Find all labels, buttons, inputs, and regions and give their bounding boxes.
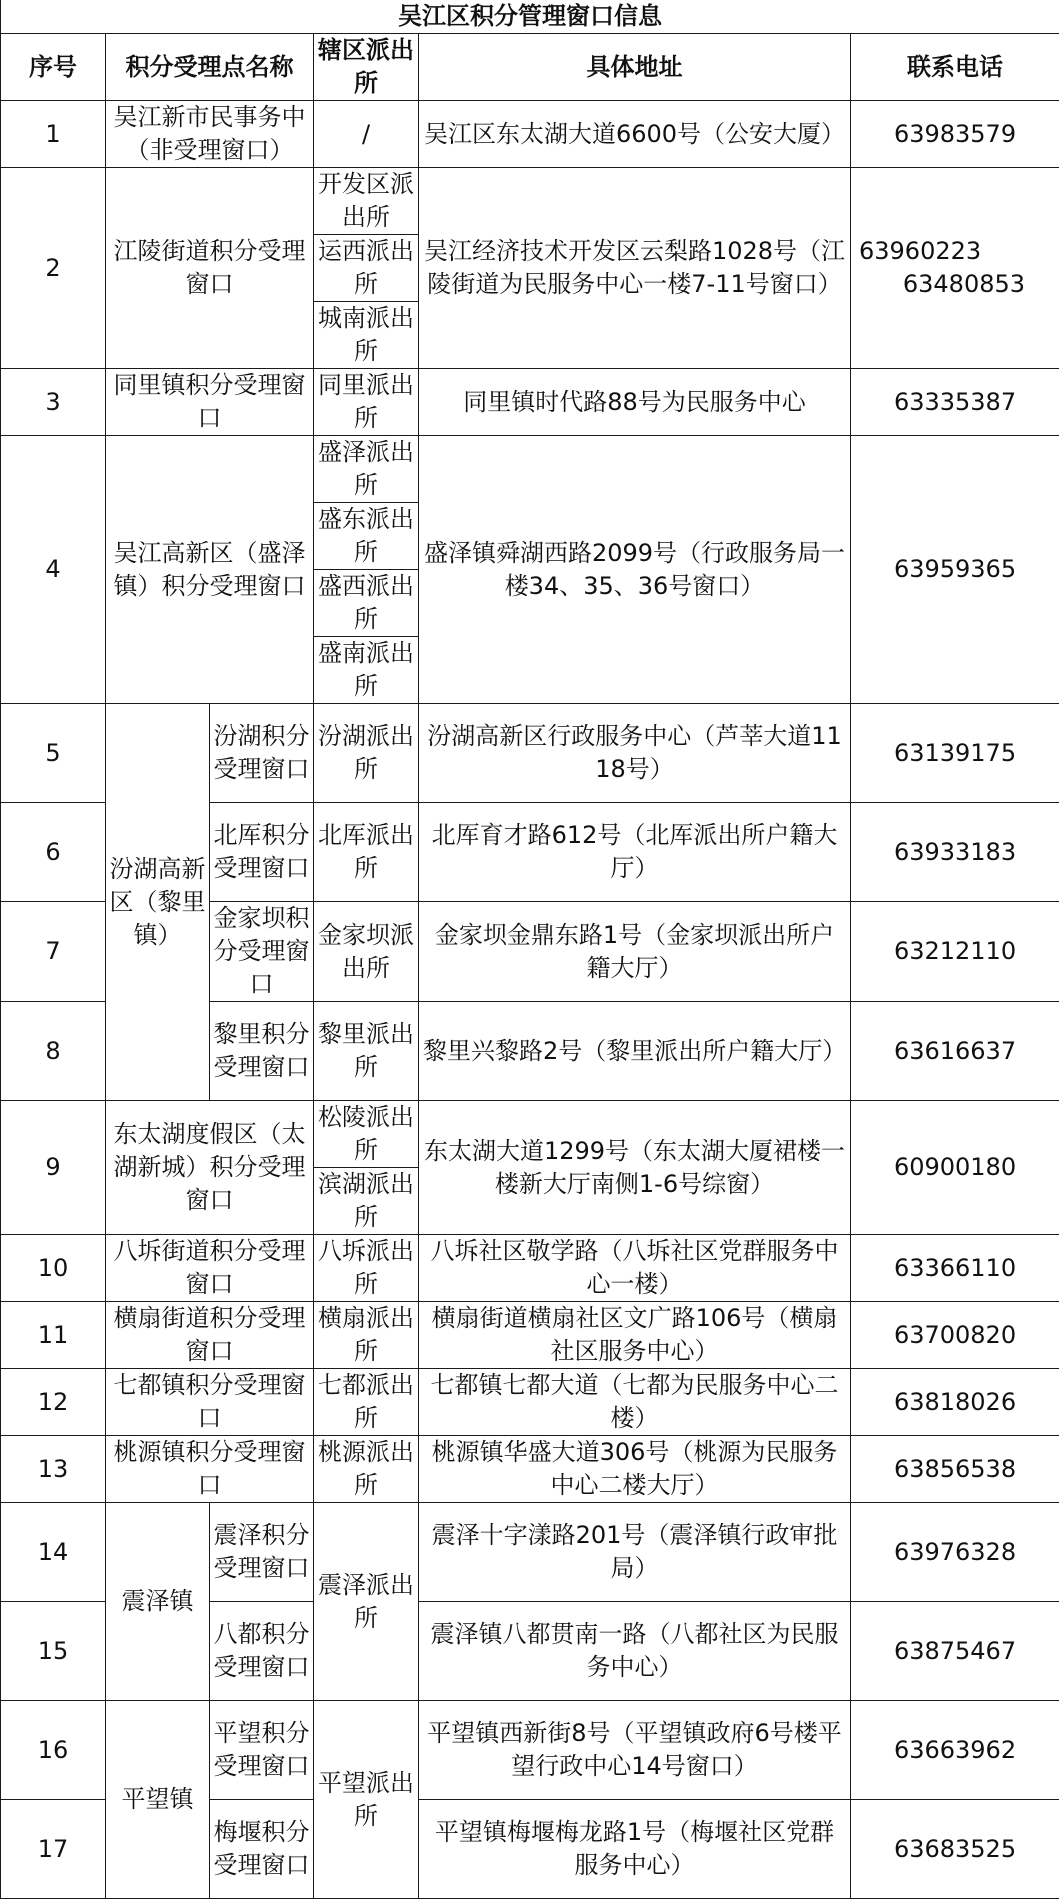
row-phone: 63983579: [851, 101, 1059, 168]
row-station: 横扇派出所: [314, 1302, 419, 1369]
row-name: 七都镇积分受理窗口: [106, 1369, 314, 1436]
row-station: 北厍派出所: [314, 803, 419, 902]
row-phone: 63366110: [851, 1235, 1059, 1302]
row-phone: 63616637: [851, 1002, 1059, 1101]
row-address: 东太湖大道1299号（东太湖大厦裙楼一楼新大厅南侧1-6号综窗）: [419, 1101, 851, 1235]
row-name: 八坼街道积分受理窗口: [106, 1235, 314, 1302]
table-row: [1, 1369, 1059, 1436]
row-index: 10: [1, 1235, 106, 1302]
row-index: 8: [1, 1002, 106, 1101]
row-address: 盛泽镇舜湖西路2099号（行政服务局一楼34、35、36号窗口）: [419, 436, 851, 704]
row-name: 梅堰积分受理窗口: [210, 1800, 314, 1899]
row-station: 汾湖派出所: [314, 704, 419, 803]
row-address: 八坼社区敬学路（八坼社区党群服务中心一楼）: [419, 1235, 851, 1302]
row-station: 八坼派出所: [314, 1235, 419, 1302]
row-address: 金家坝金鼎东路1号（金家坝派出所户籍大厅）: [419, 902, 851, 1002]
row-phone: 63933183: [851, 803, 1059, 902]
row-station: 黎里派出所: [314, 1002, 419, 1101]
row-index: 11: [1, 1302, 106, 1369]
row-address: 平望镇西新街8号（平望镇政府6号楼平望行政中心14号窗口）: [419, 1701, 851, 1800]
row-address: 七都镇七都大道（七都为民服务中心二楼）: [419, 1369, 851, 1436]
row-station: 桃源派出所: [314, 1436, 419, 1503]
row-index: 16: [1, 1701, 106, 1800]
row-address: 北厍育才路612号（北厍派出所户籍大厅）: [419, 803, 851, 902]
row-name: 黎里积分受理窗口: [210, 1002, 314, 1101]
row-address: 桃源镇华盛大道306号（桃源为民服务中心二楼大厅）: [419, 1436, 851, 1503]
row-phone: [851, 168, 1059, 369]
table-row: [1, 1503, 1059, 1602]
row-station: 运西派出所: [314, 235, 419, 302]
table-row: [1, 1235, 1059, 1302]
row-index: 1: [1, 101, 106, 168]
table-row: [1, 1302, 1059, 1369]
row-station: 滨湖派出所: [314, 1168, 419, 1235]
table-row: [1, 1701, 1059, 1800]
row-address: 吴江经济技术开发区云梨路1028号（江陵街道为民服务中心一楼7-11号窗口）: [419, 168, 851, 369]
row-phone: 63663962: [851, 1701, 1059, 1800]
row-phone: 63875467: [851, 1602, 1059, 1701]
row-phone: 63959365: [851, 436, 1059, 704]
row-address: 黎里兴黎路2号（黎里派出所户籍大厅）: [419, 1002, 851, 1101]
row-phone: 63139175: [851, 704, 1059, 803]
table-title: 吴江区积分管理窗口信息: [1, 0, 1059, 34]
row-name: 吴江新市民事务中（非受理窗口）: [106, 101, 314, 168]
row-name: 震泽积分受理窗口: [210, 1503, 314, 1602]
row-name: 桃源镇积分受理窗口: [106, 1436, 314, 1503]
row-index: 17: [1, 1800, 106, 1899]
row-phone: 63818026: [851, 1369, 1059, 1436]
table-row: [1, 101, 1059, 168]
row-index: 12: [1, 1369, 106, 1436]
row-address: 吴江区东太湖大道6600号（公安大厦）: [419, 101, 851, 168]
row-station: 震泽派出所: [314, 1503, 419, 1701]
row-name: 平望积分受理窗口: [210, 1701, 314, 1800]
header-address: 具体地址: [419, 34, 851, 101]
header-name: 积分受理点名称: [106, 34, 314, 101]
header-station: 辖区派出所: [314, 34, 419, 101]
table-row: [1, 1436, 1059, 1503]
row-station: 城南派出所: [314, 302, 419, 369]
row-phone: 63856538: [851, 1436, 1059, 1503]
row-station: 盛南派出所: [314, 637, 419, 704]
row-index: 13: [1, 1436, 106, 1503]
row-name: 八都积分受理窗口: [210, 1602, 314, 1701]
table-row: [1, 168, 1059, 235]
table-row: [1, 369, 1059, 436]
row-index: 3: [1, 369, 106, 436]
row-group: 汾湖高新区（黎里镇）: [106, 704, 210, 1101]
row-name: 吴江高新区（盛泽镇）积分受理窗口: [106, 436, 314, 704]
row-phone: 63700820: [851, 1302, 1059, 1369]
row-name: 汾湖积分受理窗口: [210, 704, 314, 803]
row-station: 松陵派出所: [314, 1101, 419, 1168]
row-name: 横扇街道积分受理窗口: [106, 1302, 314, 1369]
row-address: 平望镇梅堰梅龙路1号（梅堰社区党群服务中心）: [419, 1800, 851, 1899]
row-phone: 63212110: [851, 902, 1059, 1002]
row-station: 七都派出所: [314, 1369, 419, 1436]
row-index: 15: [1, 1602, 106, 1701]
header-phone: 联系电话: [851, 34, 1059, 101]
row-name: 东太湖度假区（太湖新城）积分受理窗口: [106, 1101, 314, 1235]
row-index: 6: [1, 803, 106, 902]
row-group: 平望镇: [106, 1701, 210, 1899]
row-address: 横扇街道横扇社区文广路106号（横扇社区服务中心）: [419, 1302, 851, 1369]
row-name: 江陵街道积分受理窗口: [106, 168, 314, 369]
row-index: 4: [1, 436, 106, 704]
row-station: 盛东派出所: [314, 503, 419, 570]
row-station: 平望派出所: [314, 1701, 419, 1899]
row-address: 同里镇时代路88号为民服务中心: [419, 369, 851, 436]
row-index: 9: [1, 1101, 106, 1235]
row-index: 5: [1, 704, 106, 803]
row-phone: 63976328: [851, 1503, 1059, 1602]
header-row: [1, 34, 1059, 101]
title-row: [1, 0, 1059, 34]
table-row: [1, 436, 1059, 503]
row-index: 7: [1, 902, 106, 1002]
row-phone-primary: 63960223: [853, 235, 1057, 268]
row-phone: 63335387: [851, 369, 1059, 436]
header-index: 序号: [1, 34, 106, 101]
row-station: 盛西派出所: [314, 570, 419, 637]
row-index: 2: [1, 168, 106, 369]
row-phone: 63683525: [851, 1800, 1059, 1899]
row-name: 同里镇积分受理窗口: [106, 369, 314, 436]
row-station: /: [314, 101, 419, 168]
row-station: 开发区派出所: [314, 168, 419, 235]
row-address: 震泽镇八都贯南一路（八都社区为民服务中心）: [419, 1602, 851, 1701]
row-station: 同里派出所: [314, 369, 419, 436]
row-address: 汾湖高新区行政服务中心（芦莘大道1118号）: [419, 704, 851, 803]
row-name: 北厍积分受理窗口: [210, 803, 314, 902]
row-index: 14: [1, 1503, 106, 1602]
row-phone: 60900180: [851, 1101, 1059, 1235]
row-station: 金家坝派出所: [314, 902, 419, 1002]
row-group: 震泽镇: [106, 1503, 210, 1701]
row-address: 震泽十字漾路201号（震泽镇行政审批局）: [419, 1503, 851, 1602]
row-station: 盛泽派出所: [314, 436, 419, 503]
table-row: [1, 704, 1059, 803]
row-name: 金家坝积分受理窗口: [210, 902, 314, 1002]
row-phone-secondary: 63480853: [853, 268, 1057, 301]
table-row: [1, 1101, 1059, 1168]
